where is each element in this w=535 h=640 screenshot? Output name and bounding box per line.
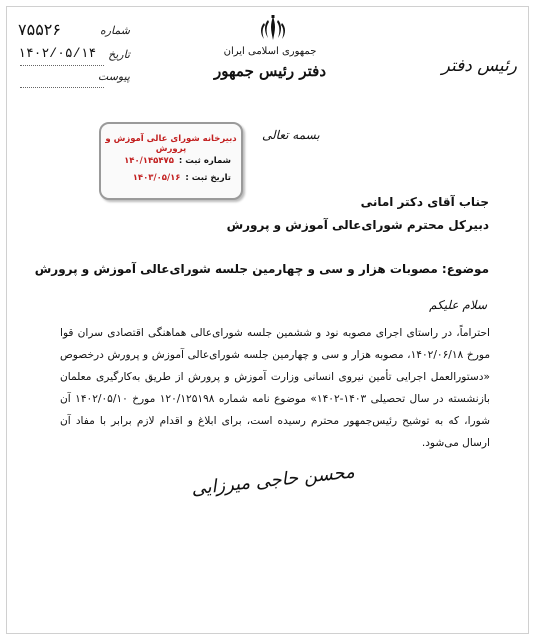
stamp-reg-number-label: شماره ثبت : xyxy=(178,156,231,166)
date-label: تاریخ xyxy=(108,48,130,61)
invocation: بسمه تعالی xyxy=(262,128,320,142)
salutation: سلام علیکم xyxy=(429,298,487,312)
signature-text: محسن حاجی میرزایی xyxy=(190,461,356,500)
attachment-label: پیوست xyxy=(97,70,130,83)
stamp-title: دبیرخانه شورای عالی آموزش و پرورش xyxy=(105,134,237,154)
number-value: ۷۵۵۲۶ xyxy=(18,22,61,39)
letter-subject: موضوع: مصوبات هزار و سی و چهارمین جلسه شورای‌عالی آموزش و پرورش xyxy=(34,262,489,276)
attachment-dotted-line xyxy=(20,87,104,88)
stamp-reg-date-value: ۱۴۰۳/۰۵/۱۶ xyxy=(132,173,181,183)
gov-name: جمهوری اسلامی ایران xyxy=(223,46,317,57)
iran-emblem-icon xyxy=(258,14,288,44)
office-name: دفتر رئیس جمهور xyxy=(213,62,327,80)
date-row xyxy=(18,46,130,66)
registration-stamp xyxy=(99,122,243,200)
number-row xyxy=(18,22,130,42)
stamp-reg-date xyxy=(107,173,231,183)
office-head-title: رئیس دفتر xyxy=(441,56,517,76)
letter-body: احتراماً، در راستای اجرای مصوبه نود و ششمین جلسه شورای‌عالی هماهنگی اقتصادی سران قوا مورخ ۱۴۰۲/۰۶/۱۸، مصوبه هزار و سی و چهارمین جلسه شورای‌عالی آموزش و پرورش درخصوص «دستورالعمل اجرایی تأمین نیروی انسانی وزارت آموزش و پرورش از طریق به‌کارگیری معلمان بازنشسته در سال تحصیلی ۱۴۰۳-۱۴۰۲» موضوع نامه شماره ۱۲۰/۱۲۵۱۹۸ مورخ ۱۴۰۲/۰۵/۱۰ آن شورا، که به توشیح رئیس‌جمهور محترم رسیده است، برای ابلاغ و اقدام لازم برابر با مفاد آن ارسال می‌شود. xyxy=(60,327,490,449)
stamp-reg-date-label: تاریخ ثبت : xyxy=(185,173,231,183)
stamp-reg-number xyxy=(107,156,231,166)
stamp-reg-number-value: ۱۴۰/۱۴۵۴۷۵ xyxy=(124,156,174,166)
date-dotted-line xyxy=(20,65,104,66)
signature xyxy=(168,452,378,522)
addressee-title: دبیرکل محترم شورای‌عالی آموزش و پرورش xyxy=(226,218,489,232)
letter-frame xyxy=(6,6,529,634)
attachment-row xyxy=(18,68,130,88)
number-label: شماره xyxy=(99,24,130,37)
addressee-name: جناب آقای دکتر امانی xyxy=(360,195,489,209)
date-value: ۱۴۰۲/۰۵/۱۴ xyxy=(18,46,97,61)
